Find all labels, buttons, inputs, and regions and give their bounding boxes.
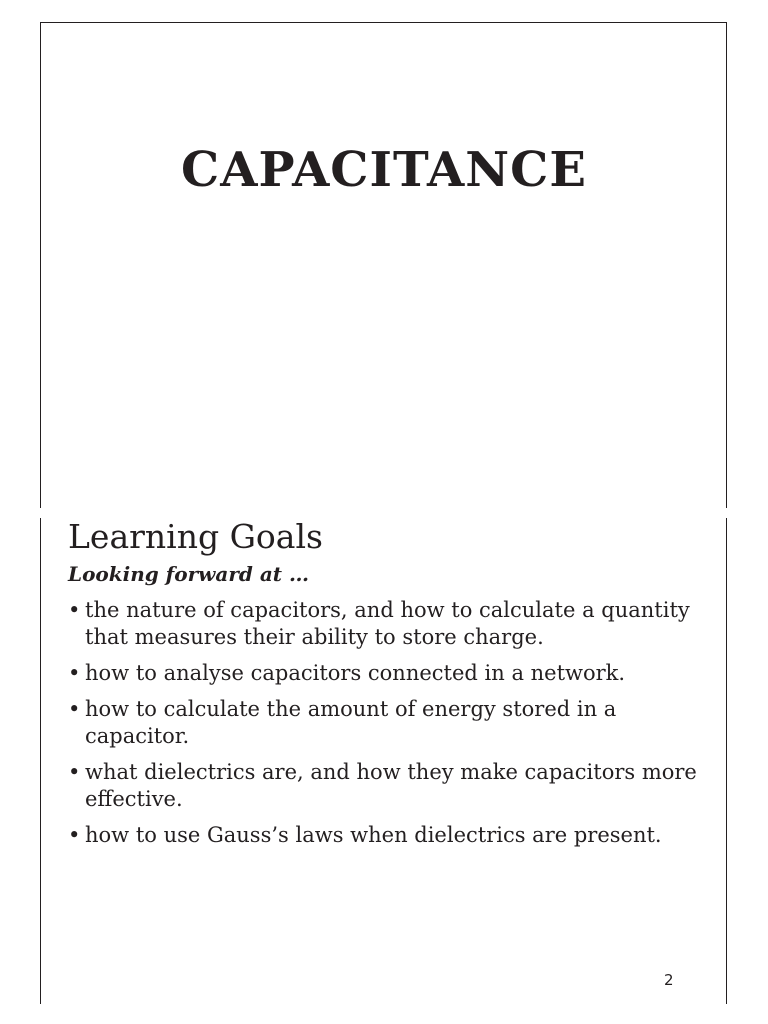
bullet-icon: •: [68, 823, 81, 847]
bullet-icon: •: [68, 661, 81, 685]
list-item-text: how to calculate the amount of energy stored in a capacitor.: [85, 697, 617, 748]
page-number: 2: [664, 971, 674, 989]
learning-goals-heading: Learning Goals: [68, 517, 323, 556]
page-title: CAPACITANCE: [181, 142, 587, 198]
frame-right-rule: [726, 518, 727, 1004]
bullet-icon: •: [68, 697, 81, 721]
list-item: [68, 822, 708, 849]
learning-goals-subheading: Looking forward at …: [68, 562, 309, 586]
bullet-icon: •: [68, 760, 81, 784]
list-item: [68, 597, 708, 651]
list-item-text: how to analyse capacitors connected in a network.: [85, 661, 626, 685]
list-item: [68, 660, 708, 687]
list-item-text: what dielectrics are, and how they make capacitors more effective.: [85, 760, 697, 811]
list-item-text: the nature of capacitors, and how to calculate a quantity that measures their ability to store charge.: [85, 598, 690, 649]
bullet-icon: •: [68, 598, 81, 622]
learning-goals-section: [68, 515, 708, 858]
list-item: [68, 696, 708, 750]
list-item-text: how to use Gauss’s laws when dielectrics are present.: [85, 823, 662, 847]
learning-goals-list: [68, 597, 708, 849]
title-frame: [40, 22, 727, 508]
frame-left-rule: [40, 518, 41, 1004]
list-item: [68, 759, 708, 813]
